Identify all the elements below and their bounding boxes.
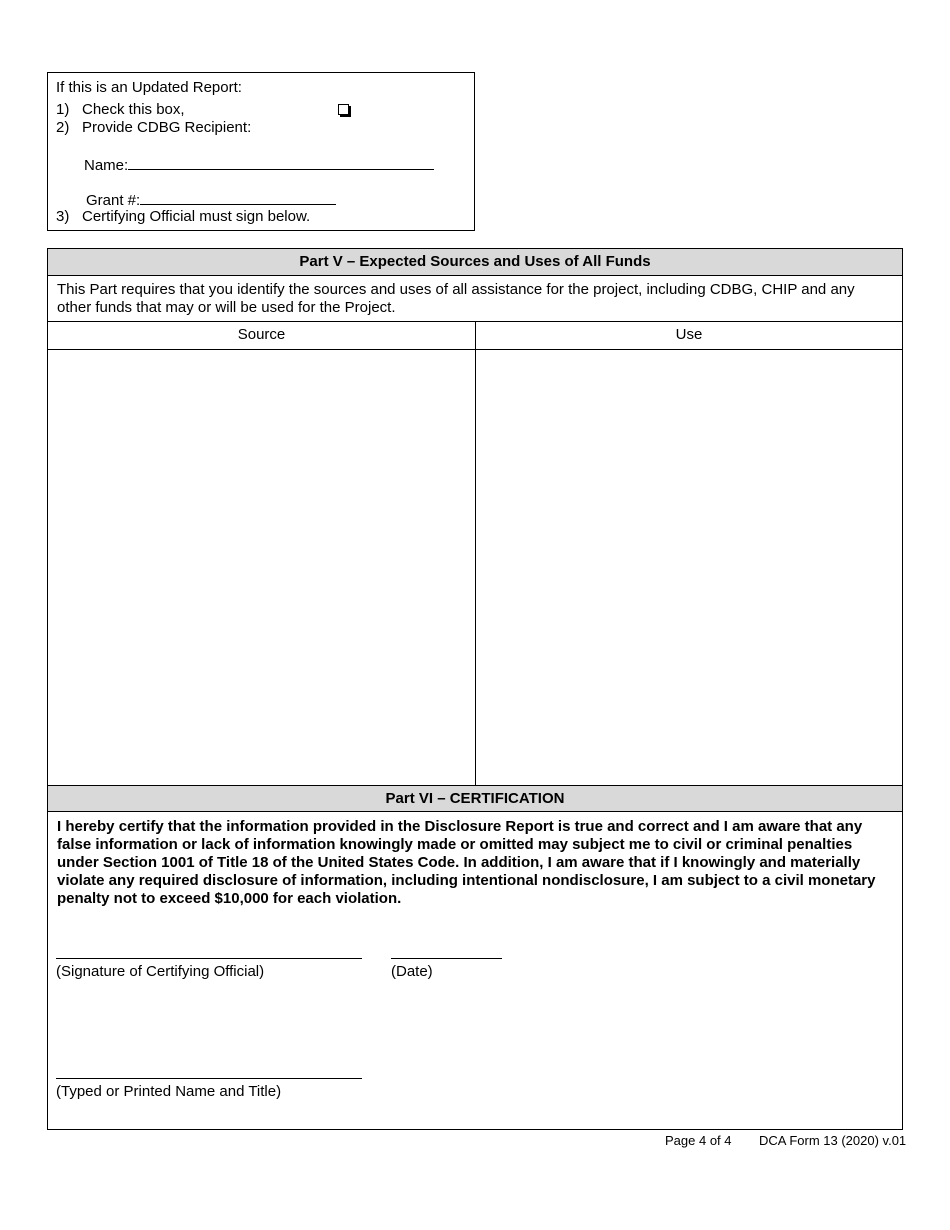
updated-report-item-2: [56, 119, 251, 137]
part-6-title: Part VI – CERTIFICATION: [48, 785, 902, 812]
updated-report-item-1: [56, 101, 185, 119]
recipient-name-row: [84, 155, 434, 175]
item-2-number: 2): [56, 119, 70, 136]
updated-report-intro: If this is an Updated Report:: [56, 79, 242, 96]
page-number: Page 4 of 4: [665, 1133, 732, 1148]
form-identifier: DCA Form 13 (2020) v.01: [759, 1133, 907, 1148]
date-line[interactable]: [391, 958, 502, 959]
item-2-text: Provide CDBG Recipient:: [82, 119, 252, 136]
source-entry-area[interactable]: [48, 350, 475, 785]
use-entry-area[interactable]: [476, 350, 902, 785]
item-3-number: 3): [56, 208, 70, 225]
updated-report-box: [47, 72, 475, 231]
signature-line[interactable]: [56, 958, 362, 959]
item-1-text: Check this box,: [82, 101, 185, 118]
source-column-header: Source: [237, 326, 286, 343]
recipient-name-field[interactable]: [128, 155, 434, 170]
part-5-description: This Part requires that you identify the sources and uses of all assistance for the project, including CDBG, CHIP and any other funds that may or will be used for the Project.: [57, 281, 855, 316]
grant-number-field[interactable]: [140, 190, 336, 205]
printed-name-line[interactable]: [56, 1078, 362, 1079]
updated-report-checkbox[interactable]: [338, 104, 349, 115]
grant-number-label: Grant #:: [86, 192, 141, 209]
grant-number-row: [86, 190, 336, 210]
signature-label: (Signature of Certifying Official): [56, 963, 265, 980]
printed-name-label: (Typed or Printed Name and Title): [56, 1083, 282, 1100]
part-5-title: Part V – Expected Sources and Uses of All Funds: [48, 249, 902, 276]
sources-uses-certification-table: [47, 248, 903, 1130]
date-label: (Date): [391, 963, 433, 980]
updated-report-item-3: [56, 208, 310, 226]
certification-statement: I hereby certify that the information provided in the Disclosure Report is true and correct and I am aware that any false information or lack of information knowingly made or omitted may subject me to civil or criminal penalties under Section 1001 of Title 18 of the United States Code. In addition, I am aware that if I knowingly and materially violate any required disclosure of information, including intentional nondisclosure, I am subject to a civil monetary penalty not to exceed $10,000 for each violation.: [57, 818, 876, 907]
use-column-header: Use: [675, 326, 703, 343]
item-3-text: Certifying Official must sign below.: [82, 208, 311, 225]
recipient-name-label: Name:: [84, 157, 129, 174]
item-1-number: 1): [56, 101, 70, 118]
